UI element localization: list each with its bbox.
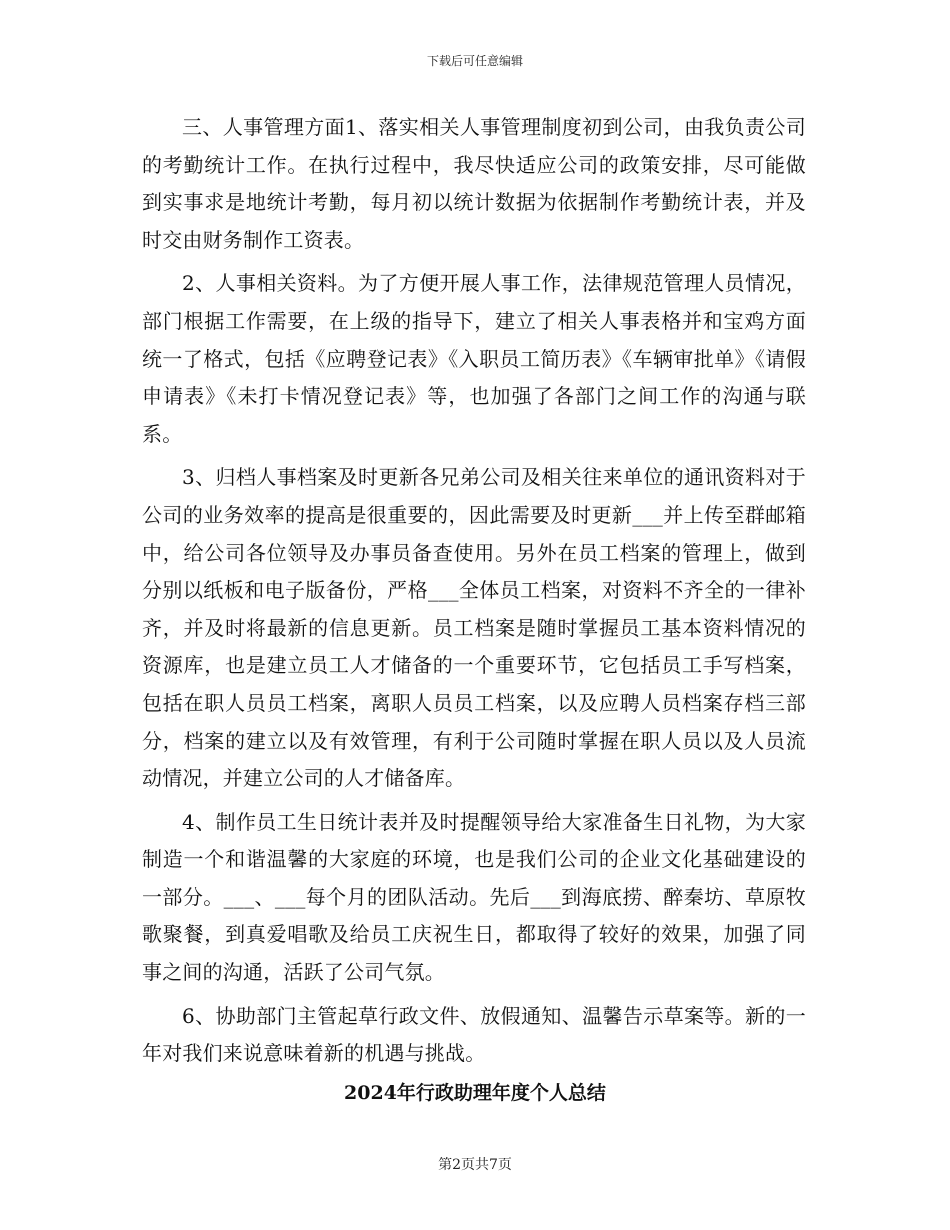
document-body (142, 109, 806, 1079)
header-note: 下载后可任意编辑 (426, 54, 523, 68)
paragraph-archives: 3、归档人事档案及时更新各兄弟公司及相关往来单位的通讯资料对于公司的业务效率的提高是很重要的，因此需要及时更新___并上传至群邮箱中，给公司各位领导及办事员备查使用。另外在员工档案的管理上，做到分别以纸板和电子版备份，严格___全体员工档案，对资料不齐全的一律补齐，并及时将最新的信息更新。员工档案是随时掌握员工基本资料情况的资源库，也是建立员工人才储备的一个重要环节，它包括员工手写档案，包括在职人员员工档案，离职人员员工档案，以及应聘人员档案存档三部分，档案的建立以及有效管理，有利于公司随时掌握在职人员以及人员流动情况，并建立公司的人才储备库。 (142, 465, 806, 791)
paragraph-personnel-management: 三、人事管理方面1、落实相关人事管理制度初到公司，由我负责公司的考勤统计工作。在执行过程中，我尽快适应公司的政策安排，尽可能做到实事求是地统计考勤，每月初以统计数据为依据制作考勤统计表，并及时交由财务制作工资表。 (142, 115, 806, 252)
paragraph-birthday-activities: 4、制作员工生日统计表并及时提醒领导给大家准备生日礼物，为大家制造一个和谐温馨的大家庭的环境，也是我们公司的企业文化基础建设的一部分。___、___每个月的团队活动。先后___到海底捞、醉秦坊、草原牧歌聚餐，到真爱唱歌及给员工庆祝生日，都取得了较好的效果，加强了同事之间的沟通，活跃了公司气氛。 (142, 809, 806, 985)
paragraph-drafting-documents: 6、协助部门主管起草行政文件、放假通知、温馨告示草案等。新的一年对我们来说意味着新的机遇与挑战。 (142, 1003, 806, 1066)
paragraph-personnel-materials: 2、人事相关资料。为了方便开展人事工作，法律规范管理人员情况，部门根据工作需要，在上级的指导下，建立了相关人事表格并和宝鸡方面统一了格式，包括《应聘登记表》《入职员工简历表》《车辆审批单》《请假申请表》《未打卡情况登记表》等，也加强了各部门之间工作的沟通与联系。 (142, 271, 806, 446)
section-title: 2024年行政助理年度个人总结 (344, 1082, 606, 1104)
page-number: 第2页共7页 (438, 1157, 512, 1173)
